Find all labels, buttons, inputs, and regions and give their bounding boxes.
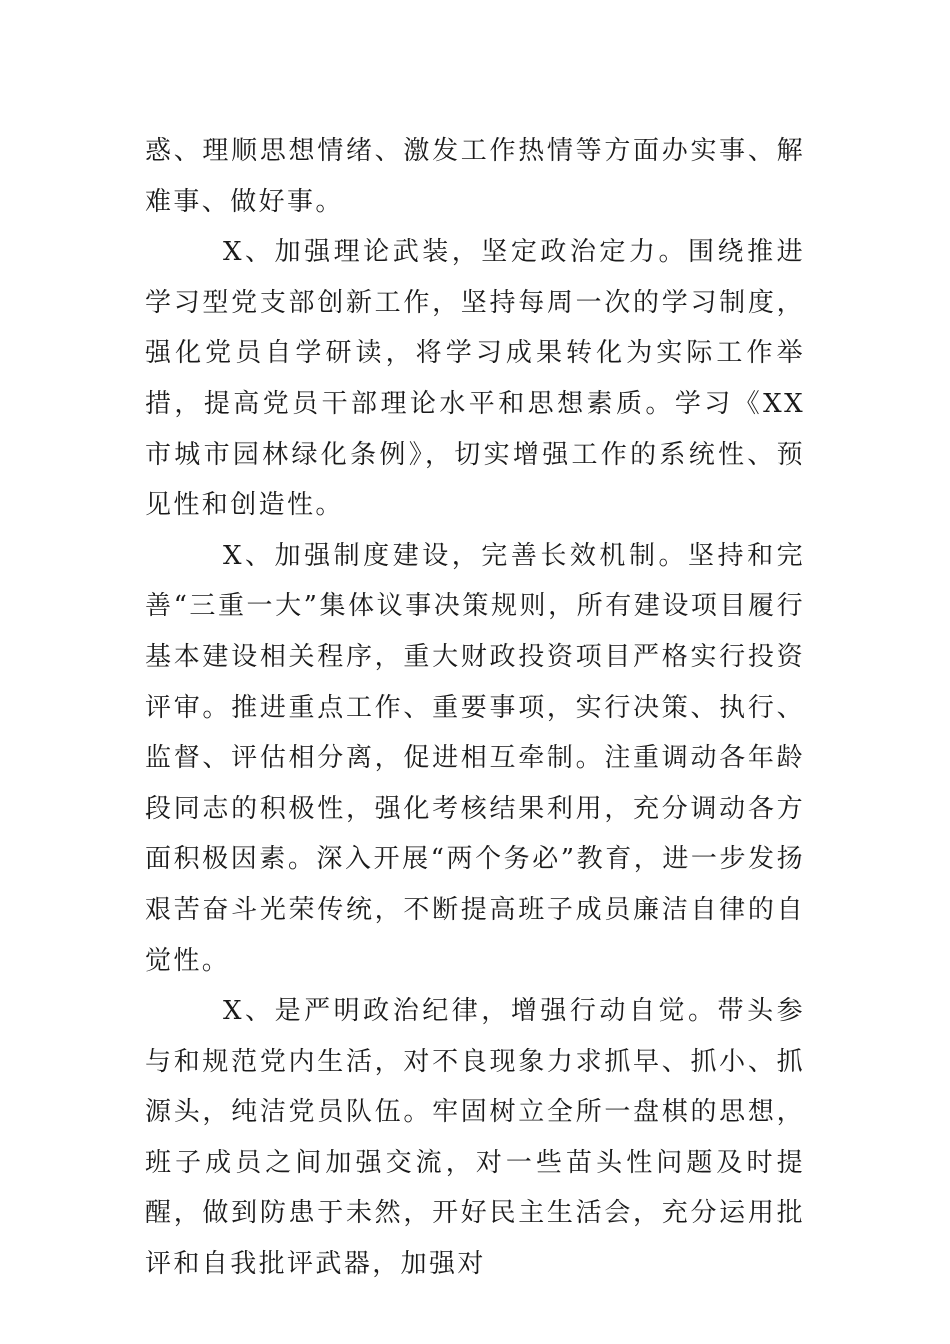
document-body: [145, 126, 805, 1290]
paragraph-theory-study: X、加强理论武装，坚定政治定力。围绕推进学习型党支部创新工作，坚持每周一次的学习制度，强化党员自学研读，将学习成果转化为实际工作举措，提高党员干部理论水平和思想素质。学习《XX市城市园林绿化条例》，切实增强工作的系统性、预见性和创造性。: [145, 237, 805, 521]
paragraph-continuation: 惑、理顺思想情绪、激发工作热情等方面办实事、解难事、做好事。: [145, 136, 805, 217]
paragraph-system-building: X、加强制度建设，完善长效机制。坚持和完善“三重一大”集体议事决策规则，所有建设项目履行基本建设相关程序，重大财政投资项目严格实行投资评审。推进重点工作、重要事项，实行决策、执行、监督、评估相分离，促进相互牵制。注重调动各年龄段同志的积极性，强化考核结果利用，充分调动各方面积极因素。深入开展“两个务必”教育，进一步发扬艰苦奋斗光荣传统，不断提高班子成员廉洁自律的自觉性。: [145, 540, 805, 976]
paragraph-political-discipline: X、是严明政治纪律，增强行动自觉。带头参与和规范党内生活，对不良现象力求抓早、抓小、抓源头，纯洁党员队伍。牢固树立全所一盘棋的思想，班子成员之间加强交流，对一些苗头性问题及时提醒，做到防患于未然，开好民主生活会，充分运用批评和自我批评武器，加强对: [145, 996, 805, 1280]
